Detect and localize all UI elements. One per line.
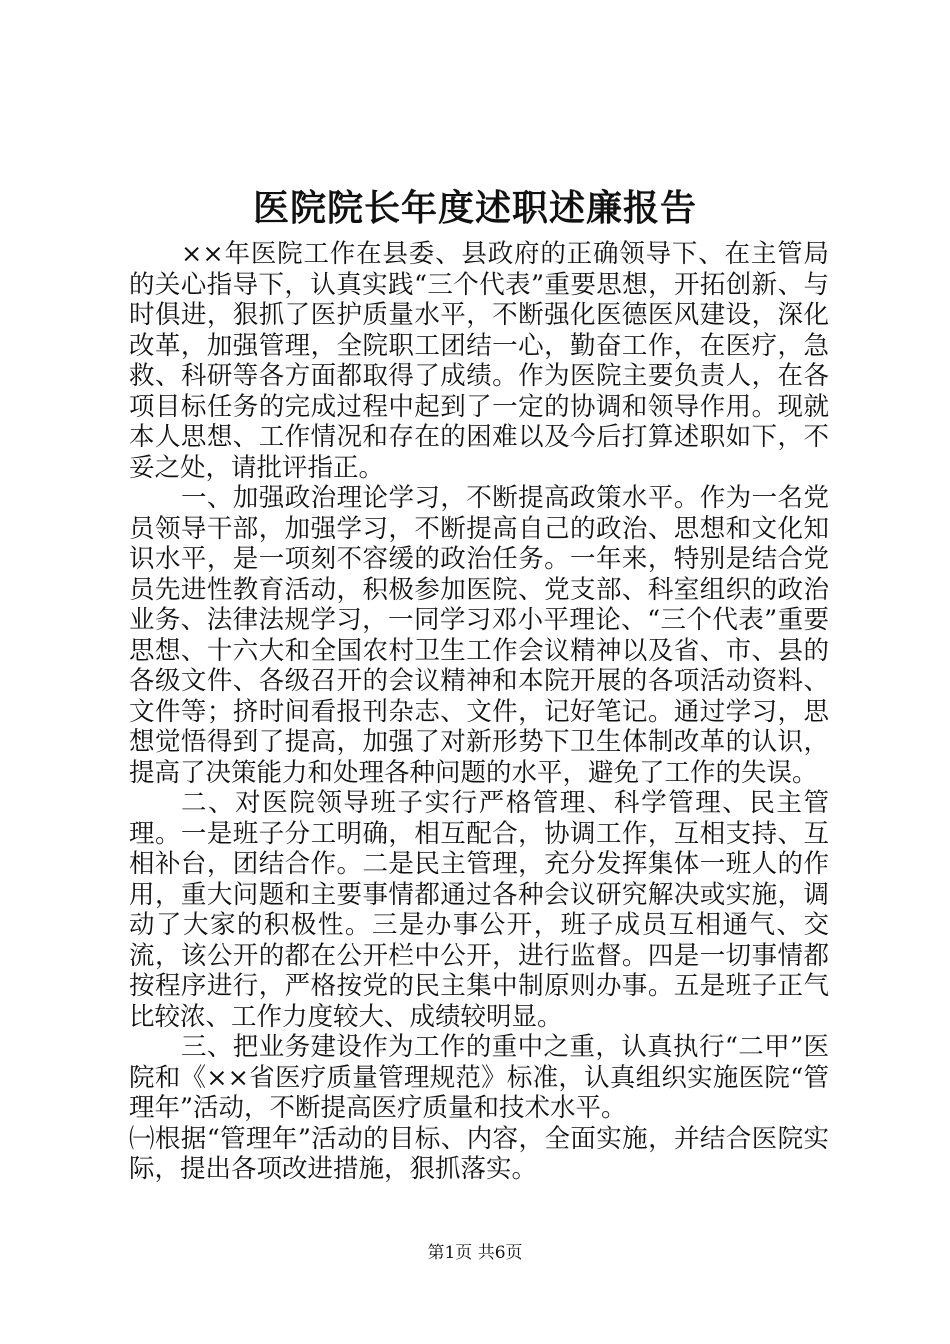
document-title: 医院院长年度述职述廉报告 — [252, 187, 697, 229]
document-body — [129, 239, 829, 1185]
paragraph-section-1: 一、加强政治理论学习，不断提高政策水平。作为一名党员领导干部，加强学习，不断提高自己的政治、思想和文化知识水平，是一项刻不容缓的政治任务。一年来，特别是结合党员先进性教育活动，积极参加医院、党支部、科室组织的政治业务、法律法规学习，一同学习邓小平理论、“三个代表”重要思想、十六大和全国农村卫生工作会议精神以及省、市、县的各级文件、各级召开的会议精神和本院开展的各项活动资料、文件等；挤时间看报刊杂志、文件，记好笔记。通过学习，思想觉悟得到了提高，加强了对新形势下卫生体制改革的认识，提高了决策能力和处理各种问题的水平，避免了工作的失误。 — [129, 483, 829, 788]
paragraph-section-2: 二、对医院领导班子实行严格管理、科学管理、民主管理。一是班子分工明确，相互配合，协调工作，互相支持、互相补台，团结合作。二是民主管理，充分发挥集体一班人的作用，重大问题和主要事情都通过各种会议研究解决或实施，调动了大家的积极性。三是办事公开，班子成员互相通气、交流，该公开的都在公开栏中公开，进行监督。四是一切事情都按程序进行，严格按党的民主集中制原则办事。五是班子正气比较浓、工作力度较大、成绩较明显。 — [129, 788, 829, 1032]
page-footer — [0, 1241, 950, 1265]
page-number-label: 第1页 共6页 — [427, 1243, 523, 1263]
paragraph-intro: ××年医院工作在县委、县政府的正确领导下、在主管局的关心指导下，认真实践“三个代表”重要思想，开拓创新、与时俱进，狠抓了医护质量水平，不断强化医德医风建设，深化改革，加强管理，全院职工团结一心，勤奋工作，在医疗，急救、科研等各方面都取得了成绩。作为医院主要负责人，在各项目标任务的完成过程中起到了一定的协调和领导作用。现就本人思想、工作情况和存在的困难以及今后打算述职如下，不妥之处，请批评指正。 — [129, 239, 829, 483]
paragraph-subsection-1: ㈠根据“管理年”活动的目标、内容，全面实施，并结合医院实际，提出各项改进措施，狠抓落实。 — [129, 1123, 829, 1184]
paragraph-section-3: 三、把业务建设作为工作的重中之重，认真执行“二甲”医院和《××省医疗质量管理规范》标准，认真组织实施医院“管理年”活动，不断提高医疗质量和技术水平。 — [129, 1032, 829, 1123]
